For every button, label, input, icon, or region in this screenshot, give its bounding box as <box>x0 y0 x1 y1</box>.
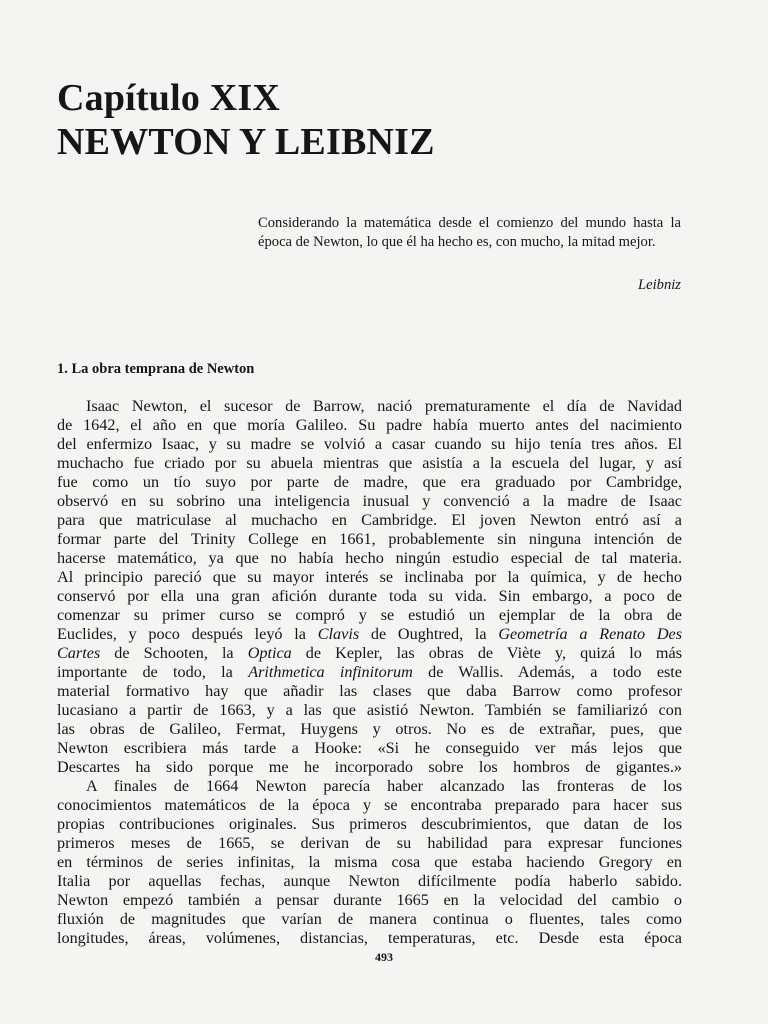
text-line: Al principio pareció que su mayor interés se inclinaba por la química, y de hecho <box>57 568 682 586</box>
text-line: longitudes, áreas, volúmenes, distancias, temperaturas, etc. Desde esta época <box>57 929 682 947</box>
text-line: Isaac Newton, el sucesor de Barrow, nació prematuramente el día de Navidad <box>86 397 682 415</box>
text-line <box>57 644 682 663</box>
text-run: de Oughtred, la <box>359 625 499 643</box>
text-line: material formativo hay que añadir las clases que daba Barrow como profesor <box>57 682 682 700</box>
chapter-title <box>57 76 435 164</box>
chapter-name: NEWTON Y LEIBNIZ <box>57 121 435 163</box>
text-line: comenzar su primer curso se compró y se estudió un ejemplar de la obra de <box>57 606 682 624</box>
text-line: las obras de Galileo, Fermat, Huygens y otros. No es de extrañar, pues, que <box>57 720 682 738</box>
italic-title: Clavis <box>317 625 360 643</box>
text-line: conocimientos matemáticos de la época y se encontraba preparado para hacer sus <box>57 796 682 814</box>
text-line: conservó por ella una gran afición durante toda su vida. Sin embargo, a poco de <box>57 587 682 605</box>
epigraph-quote: Considerando la matemática desde el comienzo del mundo hasta la época de Newton, lo que él ha hecho es, con mucho, la mitad mejor. <box>258 215 681 250</box>
text-line: fluxión de magnitudes que varían de manera continua o fluentes, tales como <box>57 910 682 928</box>
text-line: para que matriculase al muchacho en Cambridge. El joven Newton entró así a <box>57 511 682 529</box>
text-line: propias contribuciones originales. Sus primeros descubrimientos, que datan de los <box>57 815 682 833</box>
epigraph-attribution: Leibniz <box>638 277 681 293</box>
chapter-label: Capítulo XIX <box>57 77 281 119</box>
text-run: de Schooten, la <box>100 644 248 662</box>
text-line: hacerse matemático, ya que no había hecho ningún estudio especial de tal materia. <box>57 549 682 567</box>
italic-title: Arithmetica infinitorum <box>248 663 413 681</box>
italic-title: Geometría a Renato Des <box>498 625 682 643</box>
text-line: lucasiano a partir de 1663, y a las que asistió Newton. También se familiarizó con <box>57 701 682 719</box>
text-line: observó en su sobrino una inteligencia inusual y convenció a la madre de Isaac <box>57 492 682 510</box>
italic-title: Cartes <box>57 644 101 662</box>
text-line: muchacho fue criado por su abuela mientras que asistía a la escuela del lugar, y así <box>57 454 682 472</box>
text-line: Italia por aquellas fechas, aunque Newton difícilmente podía haberlo sabido. <box>57 872 682 890</box>
text-run: importante de todo, la <box>57 663 249 681</box>
text-line: primeros meses de 1665, se derivan de su habilidad para expresar funciones <box>57 834 682 852</box>
text-line: Descartes ha sido porque me he incorporado sobre los hombros de gigantes.» <box>57 758 682 776</box>
text-line: A finales de 1664 Newton parecía haber alcanzado las fronteras de los <box>86 777 682 795</box>
text-run: Euclides, y poco después leyó la <box>57 625 318 643</box>
page-number: 493 <box>375 950 393 964</box>
text-run: de Kepler, las obras de Viète y, quizá lo más <box>291 644 682 662</box>
italic-title: Optica <box>247 644 292 662</box>
text-line: Newton escribiera más tarde a Hooke: «Si he conseguido ver más lejos que <box>57 739 682 757</box>
text-line: Newton empezó también a pensar durante 1665 en la velocidad del cambio o <box>57 891 682 909</box>
text-line: del enfermizo Isaac, y su madre se volvió a casar cuando su hijo tenía tres años. El <box>57 435 682 453</box>
section-heading: 1. La obra temprana de Newton <box>57 361 255 377</box>
text-line <box>57 663 682 682</box>
body-text <box>57 397 682 948</box>
text-line: en términos de series infinitas, la misma cosa que estaba haciendo Gregory en <box>57 853 682 871</box>
text-line: fue como un tío suyo por parte de madre, que era graduado por Cambridge, <box>57 473 682 491</box>
text-line: de 1642, el año en que moría Galileo. Su padre había muerto antes del nacimiento <box>57 416 682 434</box>
text-run: de Wallis. Además, a todo este <box>412 663 682 681</box>
text-line <box>57 625 682 644</box>
text-line: formar parte del Trinity College en 1661, probablemente sin ninguna intención de <box>57 530 682 548</box>
